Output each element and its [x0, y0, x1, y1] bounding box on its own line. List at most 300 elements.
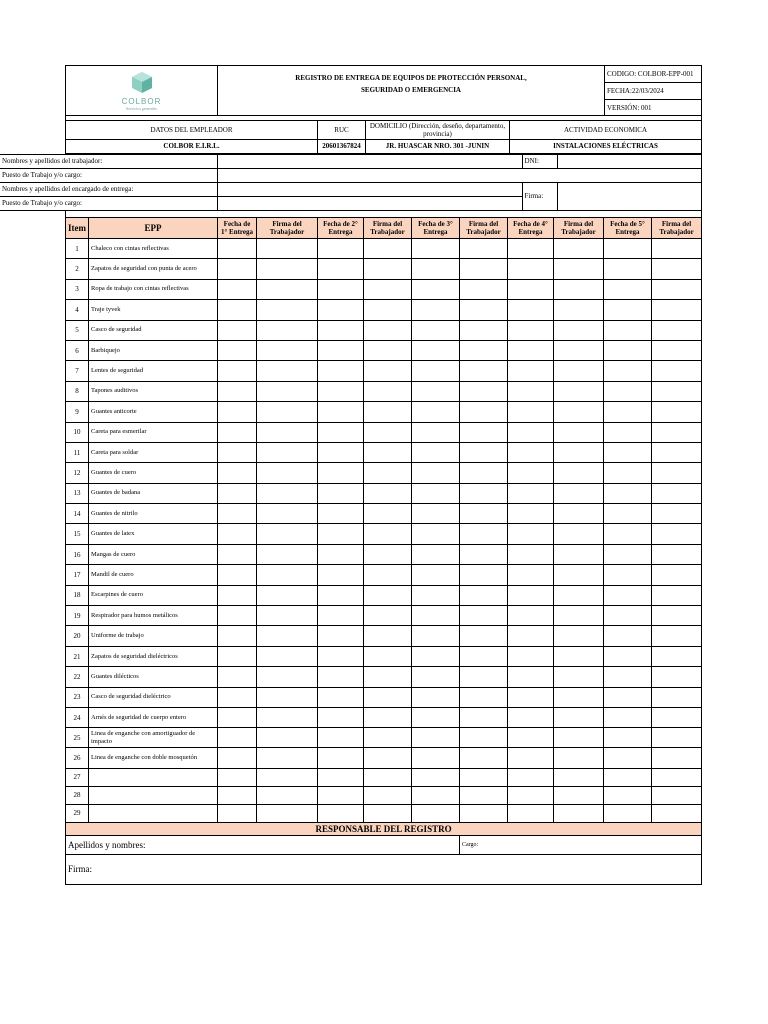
delivery-date-cell[interactable] — [218, 504, 257, 524]
delivery-date-cell[interactable] — [412, 565, 460, 585]
worker-signature-cell[interactable] — [364, 422, 412, 442]
delivery-date-cell[interactable] — [508, 524, 554, 544]
worker-signature-cell[interactable] — [554, 626, 604, 646]
delivery-date-cell[interactable] — [604, 239, 652, 259]
delivery-date-cell[interactable] — [508, 728, 554, 748]
delivery-date-cell[interactable] — [218, 239, 257, 259]
worker-signature-cell[interactable] — [460, 606, 508, 626]
worker-signature-cell[interactable] — [257, 687, 318, 707]
worker-signature-cell[interactable] — [554, 707, 604, 727]
delivery-date-cell[interactable] — [412, 646, 460, 666]
table-row — [66, 606, 702, 626]
worker-signature-cell[interactable] — [364, 300, 412, 320]
worker-signature-cell[interactable] — [460, 483, 508, 503]
worker-signature-cell[interactable] — [257, 381, 318, 401]
delivery-date-cell[interactable] — [604, 646, 652, 666]
worker-signature-cell[interactable] — [257, 239, 318, 259]
delivery-date-cell[interactable] — [508, 300, 554, 320]
delivery-date-cell[interactable] — [604, 768, 652, 786]
delivery-date-cell[interactable] — [318, 687, 364, 707]
worker-signature-cell[interactable] — [364, 606, 412, 626]
delivery-date-cell[interactable] — [508, 320, 554, 340]
worker-signature-cell[interactable] — [364, 667, 412, 687]
delivery-date-cell[interactable] — [508, 463, 554, 483]
worker-signature-cell[interactable] — [554, 565, 604, 585]
delivery-date-cell[interactable] — [508, 402, 554, 422]
delivery-date-cell[interactable] — [318, 544, 364, 564]
delivery-date-cell[interactable] — [604, 300, 652, 320]
delivery-date-cell[interactable] — [508, 504, 554, 524]
delivery-date-cell[interactable] — [218, 442, 257, 462]
worker-signature-cell[interactable] — [257, 544, 318, 564]
delivery-date-cell[interactable] — [318, 804, 364, 822]
worker-signature-cell[interactable] — [652, 483, 702, 503]
worker-signature-cell[interactable] — [652, 381, 702, 401]
worker-signature-cell[interactable] — [257, 361, 318, 381]
delivery-date-cell[interactable] — [218, 340, 257, 360]
manager-signature-field[interactable] — [557, 182, 701, 210]
delivery-date-cell[interactable] — [318, 381, 364, 401]
worker-signature-cell[interactable] — [364, 565, 412, 585]
worker-signature-cell[interactable] — [257, 728, 318, 748]
worker-signature-cell[interactable] — [554, 524, 604, 544]
delivery-date-cell[interactable] — [412, 544, 460, 564]
worker-signature-cell[interactable] — [460, 667, 508, 687]
worker-signature-cell[interactable] — [257, 279, 318, 299]
delivery-date-cell[interactable] — [604, 361, 652, 381]
delivery-date-cell[interactable] — [508, 239, 554, 259]
delivery-date-cell[interactable] — [604, 279, 652, 299]
worker-signature-cell[interactable] — [554, 402, 604, 422]
worker-signature-cell[interactable] — [460, 626, 508, 646]
worker-signature-cell[interactable] — [257, 340, 318, 360]
delivery-date-cell[interactable] — [412, 585, 460, 605]
worker-signature-cell[interactable] — [652, 748, 702, 768]
delivery-date-cell[interactable] — [508, 544, 554, 564]
delivery-date-cell[interactable] — [218, 381, 257, 401]
delivery-date-cell[interactable] — [508, 786, 554, 804]
worker-signature-cell[interactable] — [364, 463, 412, 483]
worker-signature-cell[interactable] — [554, 646, 604, 666]
worker-signature-cell[interactable] — [460, 804, 508, 822]
delivery-date-cell[interactable] — [318, 606, 364, 626]
worker-signature-cell[interactable] — [364, 340, 412, 360]
worker-signature-cell[interactable] — [652, 626, 702, 646]
delivery-date-cell[interactable] — [218, 279, 257, 299]
delivery-date-cell[interactable] — [604, 259, 652, 279]
worker-signature-cell[interactable] — [460, 768, 508, 786]
worker-signature-cell[interactable] — [460, 585, 508, 605]
worker-signature-cell[interactable] — [460, 361, 508, 381]
delivery-date-cell[interactable] — [604, 442, 652, 462]
delivery-date-cell[interactable] — [318, 483, 364, 503]
delivery-date-cell[interactable] — [218, 300, 257, 320]
worker-signature-cell[interactable] — [554, 279, 604, 299]
delivery-date-cell[interactable] — [412, 320, 460, 340]
delivery-date-cell[interactable] — [508, 381, 554, 401]
delivery-date-cell[interactable] — [508, 279, 554, 299]
dni-field[interactable] — [557, 154, 701, 168]
worker-signature-cell[interactable] — [652, 504, 702, 524]
worker-signature-cell[interactable] — [257, 786, 318, 804]
delivery-date-cell[interactable] — [412, 239, 460, 259]
delivery-date-cell[interactable] — [412, 463, 460, 483]
delivery-date-cell[interactable] — [218, 524, 257, 544]
worker-signature-cell[interactable] — [652, 667, 702, 687]
worker-signature-cell[interactable] — [364, 804, 412, 822]
worker-signature-cell[interactable] — [554, 687, 604, 707]
delivery-date-cell[interactable] — [318, 442, 364, 462]
worker-signature-cell[interactable] — [364, 646, 412, 666]
worker-signature-cell[interactable] — [554, 259, 604, 279]
delivery-date-cell[interactable] — [508, 259, 554, 279]
worker-signature-cell[interactable] — [257, 626, 318, 646]
delivery-date-cell[interactable] — [218, 707, 257, 727]
delivery-date-cell[interactable] — [604, 707, 652, 727]
worker-signature-cell[interactable] — [364, 786, 412, 804]
delivery-date-cell[interactable] — [508, 606, 554, 626]
delivery-date-cell[interactable] — [318, 728, 364, 748]
delivery-date-cell[interactable] — [412, 667, 460, 687]
worker-signature-cell[interactable] — [460, 442, 508, 462]
worker-signature-cell[interactable] — [460, 402, 508, 422]
worker-signature-cell[interactable] — [652, 646, 702, 666]
worker-signature-cell[interactable] — [257, 804, 318, 822]
delivery-date-cell[interactable] — [508, 442, 554, 462]
worker-signature-cell[interactable] — [460, 687, 508, 707]
delivery-date-cell[interactable] — [508, 565, 554, 585]
delivery-date-cell[interactable] — [218, 786, 257, 804]
delivery-date-cell[interactable] — [508, 748, 554, 768]
worker-signature-cell[interactable] — [364, 707, 412, 727]
delivery-date-cell[interactable] — [218, 626, 257, 646]
worker-signature-cell[interactable] — [460, 422, 508, 442]
delivery-date-cell[interactable] — [318, 748, 364, 768]
delivery-date-cell[interactable] — [412, 381, 460, 401]
worker-signature-cell[interactable] — [554, 239, 604, 259]
delivery-date-cell[interactable] — [412, 728, 460, 748]
delivery-date-cell[interactable] — [604, 483, 652, 503]
delivery-date-cell[interactable] — [412, 524, 460, 544]
worker-signature-cell[interactable] — [257, 606, 318, 626]
delivery-date-cell[interactable] — [604, 381, 652, 401]
worker-signature-cell[interactable] — [652, 463, 702, 483]
delivery-date-cell[interactable] — [318, 667, 364, 687]
delivery-date-cell[interactable] — [508, 707, 554, 727]
delivery-date-cell[interactable] — [218, 687, 257, 707]
delivery-date-cell[interactable] — [218, 646, 257, 666]
delivery-date-cell[interactable] — [318, 340, 364, 360]
delivery-date-cell[interactable] — [508, 340, 554, 360]
worker-signature-cell[interactable] — [364, 524, 412, 544]
worker-signature-cell[interactable] — [554, 422, 604, 442]
table-row — [66, 279, 702, 299]
delivery-date-cell[interactable] — [412, 259, 460, 279]
worker-signature-cell[interactable] — [554, 768, 604, 786]
worker-signature-cell[interactable] — [554, 381, 604, 401]
delivery-date-cell[interactable] — [604, 606, 652, 626]
delivery-date-cell[interactable] — [508, 687, 554, 707]
delivery-date-cell[interactable] — [318, 626, 364, 646]
delivery-date-cell[interactable] — [218, 361, 257, 381]
worker-signature-cell[interactable] — [554, 483, 604, 503]
delivery-date-cell[interactable] — [318, 585, 364, 605]
epp-item-number: 14 — [66, 504, 89, 524]
delivery-date-cell[interactable] — [604, 544, 652, 564]
delivery-date-cell[interactable] — [604, 402, 652, 422]
worker-signature-cell[interactable] — [257, 585, 318, 605]
worker-signature-cell[interactable] — [364, 239, 412, 259]
manager-position-field[interactable] — [217, 196, 522, 210]
worker-signature-cell[interactable] — [460, 320, 508, 340]
worker-signature-cell[interactable] — [257, 707, 318, 727]
worker-signature-cell[interactable] — [554, 544, 604, 564]
worker-signature-cell[interactable] — [460, 279, 508, 299]
worker-signature-cell[interactable] — [364, 504, 412, 524]
delivery-date-cell[interactable] — [318, 768, 364, 786]
worker-signature-cell[interactable] — [460, 524, 508, 544]
worker-signature-cell[interactable] — [554, 320, 604, 340]
worker-signature-cell[interactable] — [460, 544, 508, 564]
delivery-date-cell[interactable] — [318, 402, 364, 422]
delivery-date-cell[interactable] — [218, 748, 257, 768]
worker-signature-cell[interactable] — [652, 442, 702, 462]
worker-signature-cell[interactable] — [652, 606, 702, 626]
worker-signature-cell[interactable] — [364, 585, 412, 605]
delivery-date-cell[interactable] — [318, 646, 364, 666]
delivery-date-cell[interactable] — [508, 804, 554, 822]
delivery-date-cell[interactable] — [412, 804, 460, 822]
worker-signature-cell[interactable] — [652, 585, 702, 605]
delivery-date-cell[interactable] — [412, 300, 460, 320]
worker-signature-cell[interactable] — [460, 463, 508, 483]
worker-signature-cell[interactable] — [257, 768, 318, 786]
delivery-date-cell[interactable] — [218, 667, 257, 687]
worker-signature-cell[interactable] — [460, 300, 508, 320]
manager-name-field[interactable] — [217, 182, 522, 196]
delivery-date-cell[interactable] — [218, 422, 257, 442]
worker-signature-cell[interactable] — [652, 300, 702, 320]
delivery-date-cell[interactable] — [318, 279, 364, 299]
delivery-date-cell[interactable] — [218, 565, 257, 585]
delivery-date-cell[interactable] — [412, 748, 460, 768]
delivery-date-cell[interactable] — [508, 667, 554, 687]
worker-signature-cell[interactable] — [364, 402, 412, 422]
worker-signature-cell[interactable] — [652, 361, 702, 381]
worker-signature-cell[interactable] — [257, 748, 318, 768]
worker-signature-cell[interactable] — [257, 565, 318, 585]
worker-signature-cell[interactable] — [460, 646, 508, 666]
worker-signature-cell[interactable] — [554, 463, 604, 483]
delivery-date-cell[interactable] — [604, 687, 652, 707]
worker-signature-cell[interactable] — [364, 728, 412, 748]
delivery-date-cell[interactable] — [218, 544, 257, 564]
worker-signature-cell[interactable] — [460, 748, 508, 768]
worker-signature-cell[interactable] — [364, 442, 412, 462]
worker-signature-cell[interactable] — [554, 786, 604, 804]
delivery-date-cell[interactable] — [604, 804, 652, 822]
worker-signature-cell[interactable] — [554, 361, 604, 381]
worker-signature-cell[interactable] — [364, 381, 412, 401]
worker-signature-cell[interactable] — [364, 748, 412, 768]
worker-signature-cell[interactable] — [652, 786, 702, 804]
delivery-date-cell[interactable] — [318, 320, 364, 340]
worker-signature-cell[interactable] — [554, 442, 604, 462]
worker-signature-cell[interactable] — [364, 626, 412, 646]
worker-signature-cell[interactable] — [460, 707, 508, 727]
delivery-date-cell[interactable] — [412, 707, 460, 727]
worker-signature-cell[interactable] — [257, 667, 318, 687]
worker-signature-cell[interactable] — [460, 381, 508, 401]
delivery-date-cell[interactable] — [412, 687, 460, 707]
delivery-date-cell[interactable] — [318, 565, 364, 585]
worker-signature-cell[interactable] — [652, 707, 702, 727]
worker-signature-cell[interactable] — [554, 504, 604, 524]
logo-brand: COLBOR — [121, 97, 162, 106]
delivery-date-cell[interactable] — [508, 646, 554, 666]
delivery-date-cell[interactable] — [604, 565, 652, 585]
delivery-date-cell[interactable] — [412, 504, 460, 524]
worker-signature-cell[interactable] — [257, 259, 318, 279]
delivery-date-cell[interactable] — [412, 279, 460, 299]
delivery-date-cell[interactable] — [604, 422, 652, 442]
worker-signature-cell[interactable] — [364, 279, 412, 299]
worker-signature-cell[interactable] — [257, 524, 318, 544]
delivery-date-cell[interactable] — [604, 340, 652, 360]
delivery-date-cell[interactable] — [218, 259, 257, 279]
worker-signature-cell[interactable] — [257, 422, 318, 442]
worker-signature-cell[interactable] — [460, 239, 508, 259]
worker-signature-cell[interactable] — [364, 768, 412, 786]
delivery-date-cell[interactable] — [218, 606, 257, 626]
worker-signature-cell[interactable] — [554, 340, 604, 360]
worker-signature-cell[interactable] — [257, 463, 318, 483]
delivery-date-cell[interactable] — [318, 463, 364, 483]
delivery-date-cell[interactable] — [604, 748, 652, 768]
delivery-date-cell[interactable] — [412, 483, 460, 503]
delivery-date-cell[interactable] — [218, 483, 257, 503]
delivery-date-cell[interactable] — [318, 524, 364, 544]
worker-signature-cell[interactable] — [554, 300, 604, 320]
delivery-date-cell[interactable] — [318, 259, 364, 279]
delivery-date-cell[interactable] — [218, 768, 257, 786]
worker-signature-cell[interactable] — [460, 259, 508, 279]
delivery-date-cell[interactable] — [604, 463, 652, 483]
delivery-date-cell[interactable] — [218, 728, 257, 748]
delivery-date-cell[interactable] — [218, 463, 257, 483]
delivery-date-cell[interactable] — [318, 504, 364, 524]
delivery-date-cell[interactable] — [508, 768, 554, 786]
worker-signature-cell[interactable] — [652, 259, 702, 279]
delivery-date-cell[interactable] — [508, 585, 554, 605]
worker-signature-cell[interactable] — [364, 687, 412, 707]
delivery-date-cell[interactable] — [412, 361, 460, 381]
delivery-date-cell[interactable] — [318, 361, 364, 381]
delivery-date-cell[interactable] — [218, 804, 257, 822]
delivery-date-cell[interactable] — [318, 300, 364, 320]
worker-signature-cell[interactable] — [257, 646, 318, 666]
worker-signature-cell[interactable] — [554, 728, 604, 748]
worker-signature-cell[interactable] — [554, 667, 604, 687]
worker-signature-cell[interactable] — [554, 606, 604, 626]
delivery-date-cell[interactable] — [604, 728, 652, 748]
worker-signature-cell[interactable] — [257, 442, 318, 462]
worker-signature-cell[interactable] — [652, 768, 702, 786]
delivery-date-cell[interactable] — [412, 786, 460, 804]
delivery-date-cell[interactable] — [412, 402, 460, 422]
worker-signature-cell[interactable] — [652, 402, 702, 422]
delivery-date-cell[interactable] — [604, 786, 652, 804]
worker-signature-cell[interactable] — [257, 320, 318, 340]
worker-signature-cell[interactable] — [364, 259, 412, 279]
worker-signature-cell[interactable] — [652, 565, 702, 585]
worker-signature-cell[interactable] — [652, 687, 702, 707]
delivery-date-cell[interactable] — [412, 442, 460, 462]
delivery-date-cell[interactable] — [508, 483, 554, 503]
delivery-date-cell[interactable] — [508, 361, 554, 381]
worker-signature-cell[interactable] — [460, 728, 508, 748]
worker-signature-cell[interactable] — [257, 483, 318, 503]
worker-signature-cell[interactable] — [652, 320, 702, 340]
delivery-date-cell[interactable] — [318, 239, 364, 259]
worker-position-field[interactable] — [217, 168, 701, 182]
worker-signature-cell[interactable] — [257, 300, 318, 320]
worker-signature-cell[interactable] — [652, 279, 702, 299]
worker-name-field[interactable] — [217, 154, 522, 168]
delivery-date-cell[interactable] — [318, 707, 364, 727]
worker-signature-cell[interactable] — [364, 361, 412, 381]
worker-signature-cell[interactable] — [554, 585, 604, 605]
delivery-date-cell[interactable] — [508, 626, 554, 646]
delivery-date-cell[interactable] — [218, 585, 257, 605]
worker-signature-cell[interactable] — [460, 504, 508, 524]
delivery-date-cell[interactable] — [604, 667, 652, 687]
delivery-date-cell[interactable] — [412, 606, 460, 626]
worker-signature-cell[interactable] — [364, 320, 412, 340]
worker-signature-cell[interactable] — [652, 239, 702, 259]
worker-signature-cell[interactable] — [554, 804, 604, 822]
delivery-date-cell[interactable] — [412, 422, 460, 442]
delivery-date-cell[interactable] — [508, 422, 554, 442]
worker-signature-cell[interactable] — [652, 422, 702, 442]
worker-signature-cell[interactable] — [652, 804, 702, 822]
worker-signature-cell[interactable] — [460, 565, 508, 585]
delivery-date-cell[interactable] — [218, 402, 257, 422]
delivery-date-cell[interactable] — [604, 585, 652, 605]
worker-signature-cell[interactable] — [652, 728, 702, 748]
delivery-date-cell[interactable] — [604, 524, 652, 544]
delivery-date-cell[interactable] — [604, 320, 652, 340]
delivery-date-cell[interactable] — [318, 786, 364, 804]
worker-signature-cell[interactable] — [554, 748, 604, 768]
delivery-date-cell[interactable] — [412, 768, 460, 786]
worker-signature-cell[interactable] — [652, 544, 702, 564]
delivery-date-cell[interactable] — [412, 626, 460, 646]
delivery-date-cell[interactable] — [604, 504, 652, 524]
worker-signature-cell[interactable] — [364, 544, 412, 564]
delivery-date-cell[interactable] — [218, 320, 257, 340]
delivery-date-cell[interactable] — [318, 422, 364, 442]
worker-signature-cell[interactable] — [460, 340, 508, 360]
worker-signature-cell[interactable] — [652, 340, 702, 360]
worker-signature-cell[interactable] — [364, 483, 412, 503]
delivery-date-cell[interactable] — [412, 340, 460, 360]
delivery-date-cell[interactable] — [604, 626, 652, 646]
worker-signature-cell[interactable] — [460, 786, 508, 804]
worker-signature-cell[interactable] — [257, 402, 318, 422]
worker-signature-cell[interactable] — [257, 504, 318, 524]
worker-signature-cell[interactable] — [652, 524, 702, 544]
